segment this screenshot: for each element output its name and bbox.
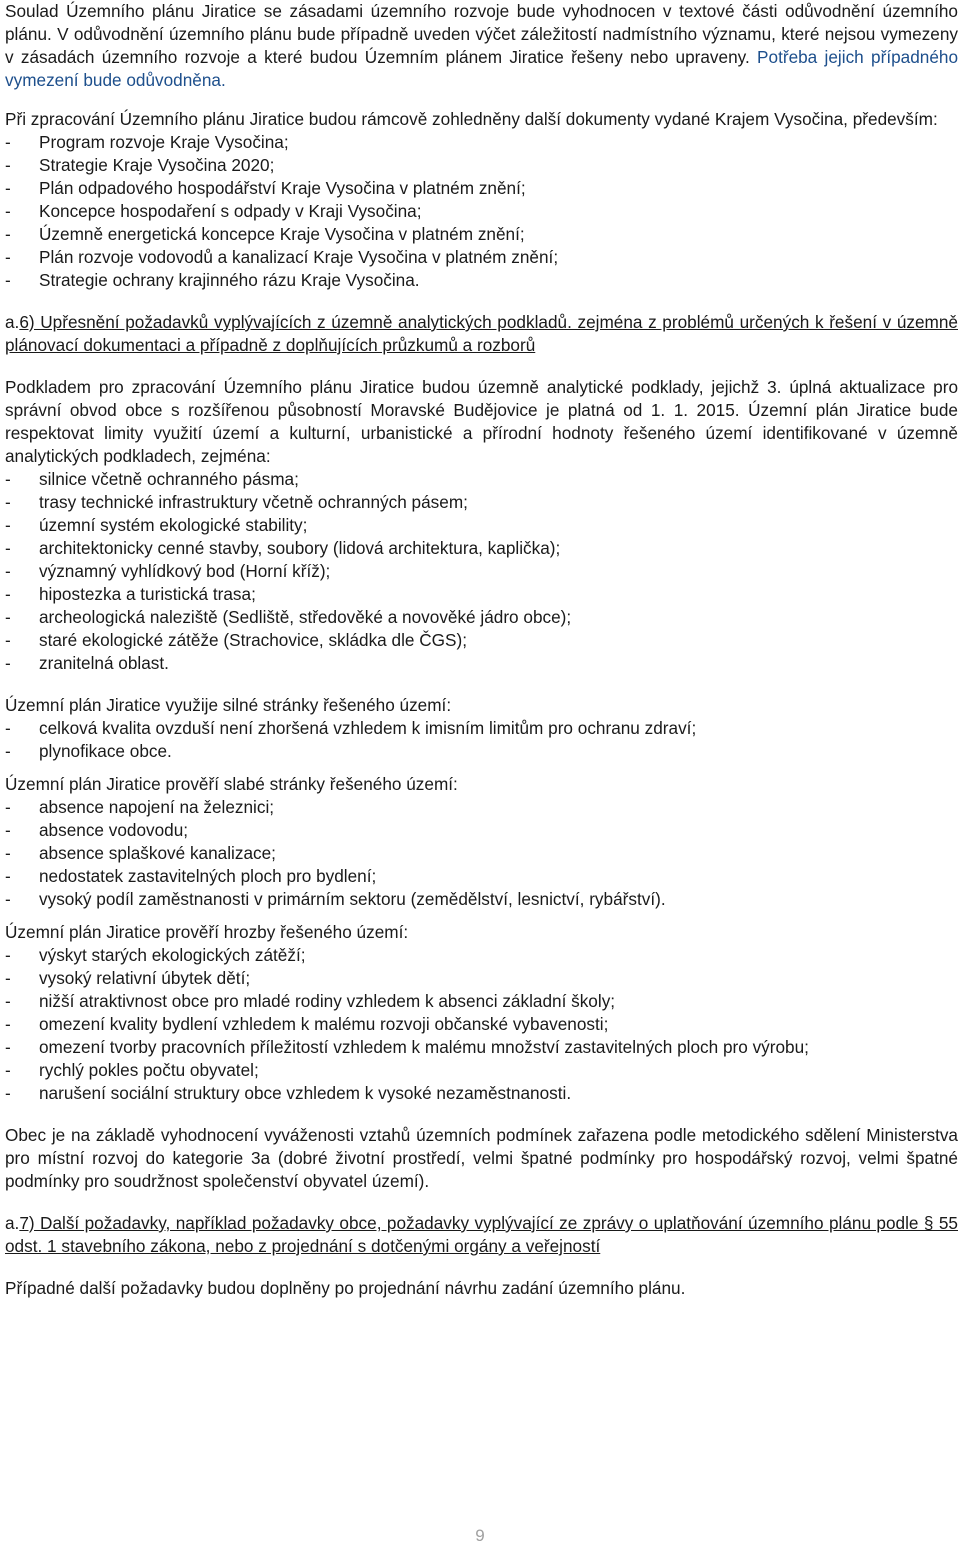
- intro-text: Soulad Územního plánu Jiratice se zásadami územního rozvoje bude vyhodnocen v textové části odůvodnění územního plánu. V odůvodnění územního plánu bude případně uveden výčet záležitostí nadmístního významu, které nejsou vymezeny v zásadách územního rozvoje a které budou Územním plánem Jiratice řešeny nebo upraveny.: [5, 1, 958, 67]
- strengths-list: [5, 717, 958, 763]
- kraj-docs-intro: Při zpracování Územního plánu Jiratice budou rámcově zohledněny další dokumenty vydané Krajem Vysočina, především:: [5, 109, 938, 129]
- list-item: - absence vodovodu;: [5, 819, 958, 842]
- page-number: 9: [475, 1526, 485, 1545]
- list-item: - Strategie ochrany krajinného rázu Kraje Vysočina.: [5, 269, 958, 292]
- list-item: - trasy technické infrastruktury včetně ochranných pásem;: [5, 491, 958, 514]
- list-item: - Program rozvoje Kraje Vysočina;: [5, 131, 958, 154]
- list-item: - Koncepce hospodaření s odpady v Kraji Vysočina;: [5, 200, 958, 223]
- intro-highlight: Potřeba jejich případného vymezení bude odůvodněna.: [5, 47, 959, 90]
- list-item: - územní systém ekologické stability;: [5, 514, 958, 537]
- intro-paragraph: [5, 0, 958, 92]
- strengths-intro: Územní plán Jiratice využije silné stránky řešeného území:: [5, 695, 452, 715]
- list-item: - vysoký podíl zaměstnanosti v primárním sektoru (zemědělství, lesnictví, rybářství).: [5, 888, 958, 911]
- list-item: - zranitelná oblast.: [5, 652, 958, 675]
- list-item: - absence napojení na železnici;: [5, 796, 958, 819]
- list-item: - staré ekologické zátěže (Strachovice, skládka dle ČGS);: [5, 629, 958, 652]
- list-item: - výskyt starých ekologických zátěží;: [5, 944, 958, 967]
- section-a7-prefix: a.: [5, 1213, 20, 1233]
- weaknesses-list: [5, 796, 958, 911]
- list-item: - Územně energetická koncepce Kraje Vysočina v platném znění;: [5, 223, 958, 246]
- section-a6-title: 6) Upřesnění požadavků vyplývajících z územně analytických podkladů. zejména z problémů určených k řešení v územně plánovací dokumentaci a případně z doplňujících průzkumů a rozborů: [5, 312, 958, 355]
- list-item: - omezení tvorby pracovních příležitostí vzhledem k malému množství zastavitelných ploch pro výrobu;: [5, 1036, 958, 1059]
- list-item: - architektonicky cenné stavby, soubory (lidová architektura, kaplička);: [5, 537, 958, 560]
- kraj-docs-list: [5, 131, 958, 292]
- list-item: - absence splaškové kanalizace;: [5, 842, 958, 865]
- limits-list: [5, 468, 958, 675]
- list-item: - vysoký relativní úbytek dětí;: [5, 967, 958, 990]
- list-item: - silnice včetně ochranného pásma;: [5, 468, 958, 491]
- section-a6-heading: [5, 311, 958, 357]
- list-item: - celková kvalita ovzduší není zhoršená vzhledem k imisním limitům pro ochranu zdraví;: [5, 717, 958, 740]
- list-item: - archeologická naleziště (Sedliště, středověké a novověké jádro obce);: [5, 606, 958, 629]
- weaknesses-intro: Územní plán Jiratice prověří slabé stránky řešeného území:: [5, 774, 458, 794]
- list-item: - plynofikace obce.: [5, 740, 958, 763]
- section-a7-title: 7) Další požadavky, například požadavky obce, požadavky vyplývající ze zprávy o uplatňování územního plánu podle § 55 odst. 1 stavebního zákona, nebo z projednání s dotčenými orgány a veřejností: [5, 1213, 958, 1256]
- list-item: - narušení sociální struktury obce vzhledem k vysoké nezaměstnanosti.: [5, 1082, 958, 1105]
- threats-intro: Územní plán Jiratice prověří hrozby řešeného území:: [5, 922, 409, 942]
- list-item: - rychlý pokles počtu obyvatel;: [5, 1059, 958, 1082]
- list-item: - Plán odpadového hospodářství Kraje Vysočina v platném znění;: [5, 177, 958, 200]
- list-item: - omezení kvality bydlení vzhledem k malému rozvoji občanské vybavenosti;: [5, 1013, 958, 1036]
- list-item: - nedostatek zastavitelných ploch pro bydlení;: [5, 865, 958, 888]
- classification-paragraph: Obec je na základě vyhodnocení vyváženosti vztahů územních podmínek zařazena podle metodického sdělení Ministerstva pro místní rozvoj do kategorie 3a (dobré životní prostředí, velmi špatné podmínky pro hospodářský rozvoj, velmi špatné podmínky pro soudržnost společenství obyvatel území).: [5, 1125, 958, 1191]
- list-item: - významný vyhlídkový bod (Horní kříž);: [5, 560, 958, 583]
- list-item: - hipostezka a turistická trasa;: [5, 583, 958, 606]
- section-a6-prefix: a.: [5, 312, 20, 332]
- list-item: - Plán rozvoje vodovodů a kanalizací Kraje Vysočina v platném znění;: [5, 246, 958, 269]
- section-a7-heading: [5, 1212, 958, 1258]
- threats-list: [5, 944, 958, 1105]
- section-a6-paragraph: Podkladem pro zpracování Územního plánu Jiratice budou územně analytické podklady, jejichž 3. úplná aktualizace pro správní obvod obce s rozšířenou působností Moravské Budějovice je platná od 1. 1. 2015. Územní plán Jiratice bude respektovat limity využití území a kulturní, urbanistické a přírodní hodnoty řešeného území identifikované v územně analytických podkladech, zejména:: [5, 377, 958, 466]
- list-item: - Strategie Kraje Vysočina 2020;: [5, 154, 958, 177]
- list-item: - nižší atraktivnost obce pro mladé rodiny vzhledem k absenci základní školy;: [5, 990, 958, 1013]
- section-a7-paragraph: Případné další požadavky budou doplněny po projednání návrhu zadání územního plánu.: [5, 1278, 686, 1298]
- document-page: [5, 0, 958, 1300]
